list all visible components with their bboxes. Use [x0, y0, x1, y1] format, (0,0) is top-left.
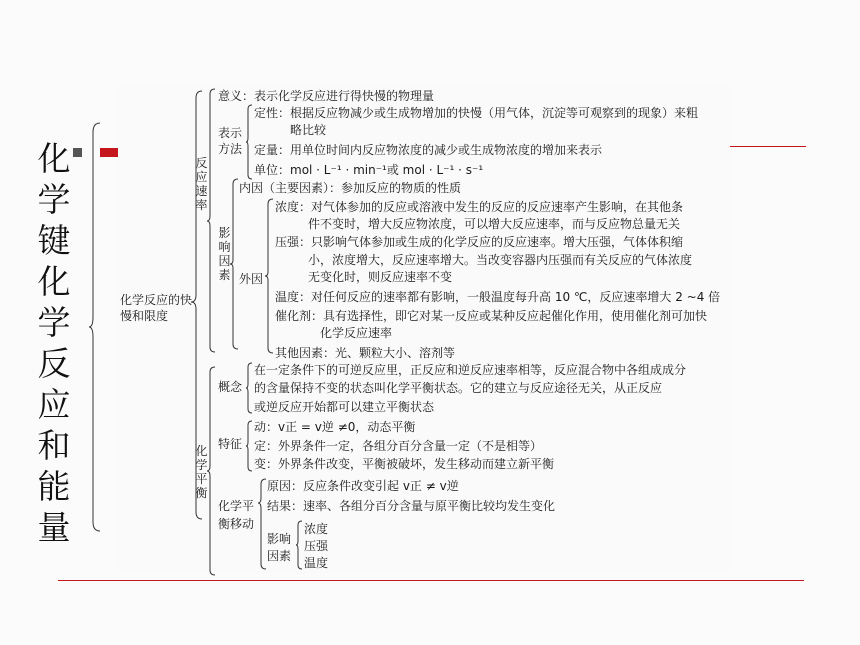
accent-square	[100, 148, 118, 157]
express-quantitative: 定量：用单位时间内反应物浓度的减少或生成物浓度的增加来表示	[254, 143, 603, 157]
knowledge-map	[118, 86, 730, 574]
bottom-red-line	[58, 580, 804, 581]
express-brace	[245, 104, 253, 180]
shift-cause: 原因：反应条件改变引起 v正 ≠ v逆	[267, 479, 459, 493]
express-qualitative-2: 略比较	[290, 123, 327, 137]
concept-label: 概念	[218, 380, 243, 394]
concentration-2: 件不变时，增大反应物浓度，可以增大反应速率，而与反应物总量无关	[308, 217, 681, 231]
shift-brace	[257, 478, 267, 570]
express-label-1: 表示	[218, 126, 243, 140]
external-brace	[264, 198, 274, 354]
express-qualitative-1: 定性：根据反应物减少或生成物增加的快慢（用气体，沉淀等可观察到的现象）来粗	[254, 106, 699, 120]
shift-label-1: 化学平	[218, 499, 255, 513]
shift-result: 结果：速率、各组分百分含量与原平衡比较均发生变化	[267, 499, 556, 513]
external-label: 外因	[239, 272, 264, 286]
title-marker-square	[73, 148, 82, 157]
shift-factor-temperature: 温度	[304, 556, 329, 570]
shift-factor-concentration: 浓度	[304, 522, 329, 536]
shift-factors-label-1: 影响	[267, 532, 292, 546]
temperature: 温度：对任何反应的速率都有影响，一般温度每升高 10 ℃，反应速率增大 2 ~4 倍	[275, 290, 721, 304]
concept-line-1: 在一定条件下的可逆反应里，正反应和逆反应速率相等，反应混合物中各组成成分	[254, 363, 687, 377]
equilibrium-label: 化学平衡	[195, 444, 208, 500]
factor-internal: 内因（主要因素）：参加反应的物质的性质	[239, 181, 462, 195]
factors-label: 影响因素	[218, 226, 231, 282]
express-label-2: 方法	[218, 142, 243, 156]
feature-dynamic: 动：v正 = v逆 ≠0，动态平衡	[254, 420, 416, 434]
feature-fixed: 定：外界条件一定，各组分百分含量一定（不是相等）	[254, 439, 543, 453]
rate-label: 反应速率	[195, 156, 208, 212]
shift-label-2: 衡移动	[218, 517, 255, 531]
catalyst-2: 化学反应速率	[320, 326, 393, 340]
concept-line-2: 的含量保持不变的状态叫化学平衡状态。它的建立与反应途径无关，从正反应	[254, 381, 663, 395]
equilibrium-brace	[206, 366, 216, 576]
pressure-2: 小，浓度增大，反应速率增大。当改变容器内压强而有关反应的气体浓度	[308, 253, 693, 267]
features-label: 特征	[218, 437, 243, 451]
sidebar-title: 化学键化学反应和能量	[37, 139, 71, 547]
outer-brace	[88, 122, 102, 532]
shift-factor-pressure: 压强	[304, 539, 329, 553]
concentration-1: 浓度：对气体参加的反应或溶液中发生的反应的反应速率产生影响，在其他条	[275, 200, 684, 214]
pressure-1: 压强：只影响气体参加或生成的化学反应的反应速率。增大压强，气体体积缩	[275, 235, 684, 249]
factors-brace	[229, 178, 239, 350]
top-red-line	[728, 146, 806, 147]
other-factors: 其他因素：光、颗粒大小、溶剂等	[275, 346, 456, 360]
express-unit: 单位：mol · L⁻¹ · min⁻¹或 mol · L⁻¹ · s⁻¹	[254, 163, 484, 177]
pressure-3: 无变化时，则反应速率不变	[308, 270, 453, 284]
rate-meaning: 意义：表示化学反应进行得快慢的物理量	[218, 89, 435, 103]
shift-factors-brace	[295, 520, 303, 570]
concept-line-3: 或逆反应开始都可以建立平衡状态	[254, 400, 435, 414]
feature-change: 变：外界条件改变，平衡被破坏，发生移动而建立新平衡	[254, 457, 555, 471]
root-topic: 化学反应的快慢和限度	[120, 293, 193, 323]
rate-brace	[206, 88, 216, 353]
catalyst-1: 催化剂：具有选择性，即它对某一反应或某种反应起催化作用，使用催化剂可加快	[275, 309, 708, 323]
shift-factors-label-2: 因素	[267, 549, 292, 563]
concept-brace	[245, 362, 253, 414]
features-brace	[245, 420, 253, 472]
